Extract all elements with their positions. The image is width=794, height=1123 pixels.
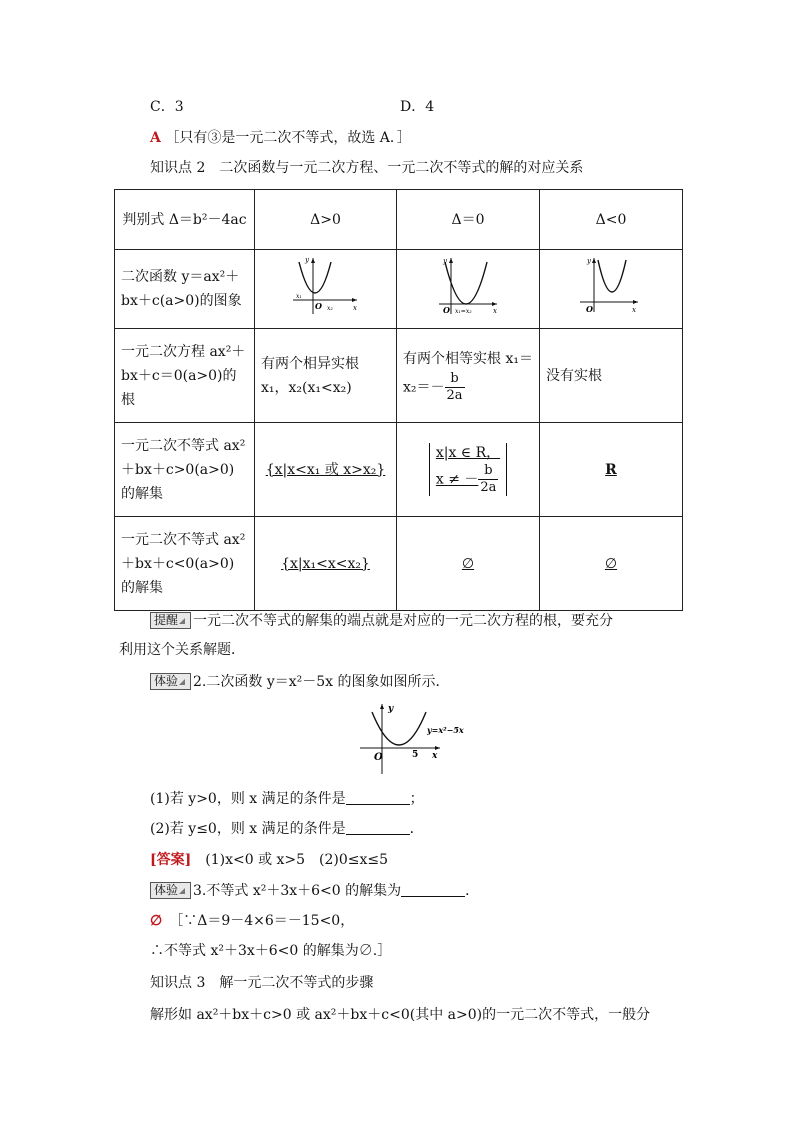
frac-denominator: 2a (480, 480, 497, 495)
parabola-no-root-graph (576, 254, 646, 316)
root-five-label: 5 (412, 750, 419, 760)
double-root-label: x₁=x₂ (455, 308, 472, 315)
axis-y-label: y (304, 256, 309, 264)
exercise3-line: 体验 3.不等式 x²＋3x＋6<0 的解集为 ． (150, 882, 479, 900)
root-x2-label: x₂ (326, 305, 333, 312)
fraction-b-over-2a (445, 371, 465, 404)
header-discriminant: 判别式 Δ＝b²－4ac (115, 190, 255, 250)
gt-solution-double-root (397, 423, 540, 517)
parabola-two-roots-graph (291, 254, 361, 316)
exercise3-blank[interactable] (401, 882, 465, 897)
root-x1-label: x₁ (295, 293, 302, 300)
frac-numerator: b (445, 371, 465, 388)
section3-text: 解形如 ax²＋bx＋c>0 或 ax²＋bx＋c<0(其中 a>0)的一元二次不等式，一般分 (150, 1007, 651, 1023)
roots-two-distinct: 有两个相异实根 x₁，x₂(x₁<x₂) (255, 329, 397, 423)
header-delta-positive: Δ>0 (255, 190, 397, 250)
exercise2-graph (358, 700, 478, 776)
exercise-tag: 体验 (150, 673, 191, 690)
table-row (115, 250, 683, 329)
frac-denominator: 2a (446, 388, 463, 403)
tip-line1 (150, 612, 613, 630)
roots-equal-text: 有两个相等实根 x₁＝x₂＝－ (403, 351, 533, 396)
answer-line (150, 129, 411, 147)
table-row (115, 423, 683, 517)
axis-y-label: y (443, 257, 447, 265)
option-c: C．3 (150, 99, 184, 115)
exercise2-q1: (1)若 y>0，则 x 满足的条件是 ； (150, 791, 424, 807)
exercise2-text: 2.二次函数 y＝x²－5x 的图象如图所示． (193, 674, 450, 690)
answer-text: ［只有③是一元二次不等式，故选 A．］ (165, 130, 411, 146)
row-lt-label: 一元二次不等式 ax²＋bx＋c<0(a>0)的解集 (115, 517, 255, 611)
exercise-tag: 体验 (150, 882, 191, 899)
roots-equal (397, 329, 540, 423)
answer-letter: A (150, 130, 161, 146)
exercise3-text: 3.不等式 x²＋3x＋6<0 的解集为 (193, 883, 402, 899)
axis-y-label: y (388, 704, 394, 714)
axis-x-label: x (432, 751, 438, 761)
axis-x-label: x (493, 307, 497, 315)
option-d: D．4 (400, 99, 435, 115)
row-graph-label: 二次函数 y＝ax²＋bx＋c(a>0)的图象 (115, 250, 255, 329)
origin-label: O (586, 304, 593, 314)
answer-tag: [答案] (150, 852, 192, 868)
gt-solution-two-roots: {x|x<x₁ 或 x>x₂} (265, 461, 386, 478)
correspondence-table (114, 189, 683, 611)
gt-set-bottom: x ≠ － (435, 471, 479, 488)
gt-solution-no-root: R (605, 461, 617, 478)
header-delta-negative: Δ<0 (540, 190, 683, 250)
solution-symbol: ∅ (150, 913, 163, 929)
row-roots-label: 一元二次方程 ax²＋bx＋c＝0(a>0)的根 (115, 329, 255, 423)
q1-blank[interactable] (346, 790, 410, 805)
row-gt-label: 一元二次不等式 ax²＋bx＋c>0(a>0)的解集 (115, 423, 255, 517)
header-delta-zero: Δ＝0 (397, 190, 540, 250)
tip-text: 一元二次不等式的解集的端点就是对应的一元二次方程的根，要充分 (193, 613, 614, 629)
gt-set-top: x|x ∈ R， (435, 445, 501, 461)
axis-x-label: x (352, 304, 357, 312)
table-row (115, 517, 683, 611)
exercise3-solution1: ∅ ［∵Δ＝9－4×6＝－15<0， (150, 913, 355, 929)
lt-solution-no-root: ∅ (604, 555, 618, 572)
axis-y-label: y (587, 257, 591, 265)
tip-tag: 提醒 (150, 612, 191, 629)
table-row (115, 329, 683, 423)
frac-numerator: b (478, 463, 498, 480)
origin-label: O (443, 305, 450, 315)
exercise2-answer (150, 851, 388, 869)
section2-heading: 知识点 2 二次函数与一元二次方程、一元二次不等式的解的对应关系 (150, 160, 584, 176)
table-row (115, 190, 683, 250)
graph-two-roots (255, 250, 397, 329)
graph-double-root (397, 250, 540, 329)
exercise3-solution2: ∴不等式 x²＋3x＋6<0 的解集为∅.］ (150, 943, 392, 959)
tip-line2: 利用这个关系解题． (119, 642, 245, 658)
q2-blank[interactable] (346, 820, 410, 835)
curve-label: y=x²−5x (427, 725, 464, 735)
section3-heading: 知识点 3 解一元二次不等式的步骤 (150, 975, 374, 991)
origin-label: O (314, 301, 322, 311)
graph-no-root (540, 250, 683, 329)
exercise2-line (150, 673, 450, 691)
exercise2-q2: (2)若 y≤0，则 x 满足的条件是 ． (150, 821, 424, 837)
origin-label: O (374, 752, 383, 763)
lt-solution-two-roots: {x|x₁<x<x₂} (281, 555, 370, 572)
fraction-b-over-2a (478, 463, 498, 496)
lt-solution-double-root: ∅ (461, 555, 475, 572)
axis-x-label: x (632, 306, 636, 314)
answer-text: (1)x<0 或 x>5 (2)0≤x≤5 (205, 852, 389, 868)
parabola-double-root-graph (433, 254, 503, 316)
roots-none: 没有实根 (540, 329, 683, 423)
